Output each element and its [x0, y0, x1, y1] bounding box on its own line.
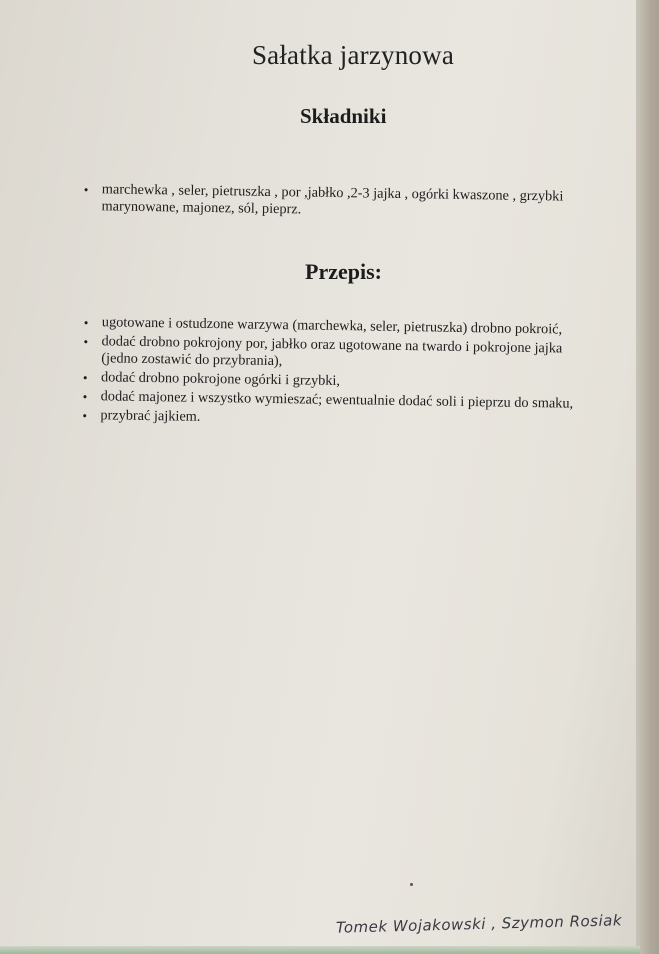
steps-list — [82, 314, 599, 434]
list-item — [83, 181, 583, 223]
ingredients-heading: Składniki — [300, 104, 387, 128]
folder-edge — [0, 946, 640, 954]
bullet-icon: • — [83, 314, 89, 331]
bullet-icon: • — [82, 369, 88, 386]
page-title: Sałatka jarzynowa — [251, 40, 455, 70]
recipe-heading: Przepis: — [305, 259, 382, 284]
bullet-icon: • — [83, 333, 89, 350]
step-text: dodać drobno pokrojone ogórki i grzybki, — [100, 369, 341, 390]
step-text: przybrać jajkiem. — [100, 407, 201, 425]
bullet-icon: • — [83, 181, 89, 198]
list-item — [83, 333, 598, 375]
step-text: dodać drobno pokrojony por, jabłko oraz ugotowane na twardo i pokrojone jajka (jedno zostawić do przybrania), — [101, 333, 563, 370]
ingredient-text: marchewka , seler, pietruszka , por ,jabłko ,2-3 jajka , ogórki kwaszone , grzybki marynowane, majonez, sól, pieprz. — [101, 181, 564, 218]
step-text: dodać majonez i wszystko wymieszać; ewentualnie dodać soli i pieprzu do smaku, — [100, 388, 574, 412]
paper-edge — [636, 0, 659, 954]
handwritten-signature: Tomek Wojakowski , Szymon Rosiak — [335, 911, 623, 937]
ink-dot — [410, 883, 413, 886]
bullet-icon: • — [82, 388, 88, 405]
bullet-icon: • — [82, 407, 88, 424]
step-text: ugotowane i ostudzone warzywa (marchewka, seler, pietruszka) drobno pokroić, — [101, 314, 563, 338]
